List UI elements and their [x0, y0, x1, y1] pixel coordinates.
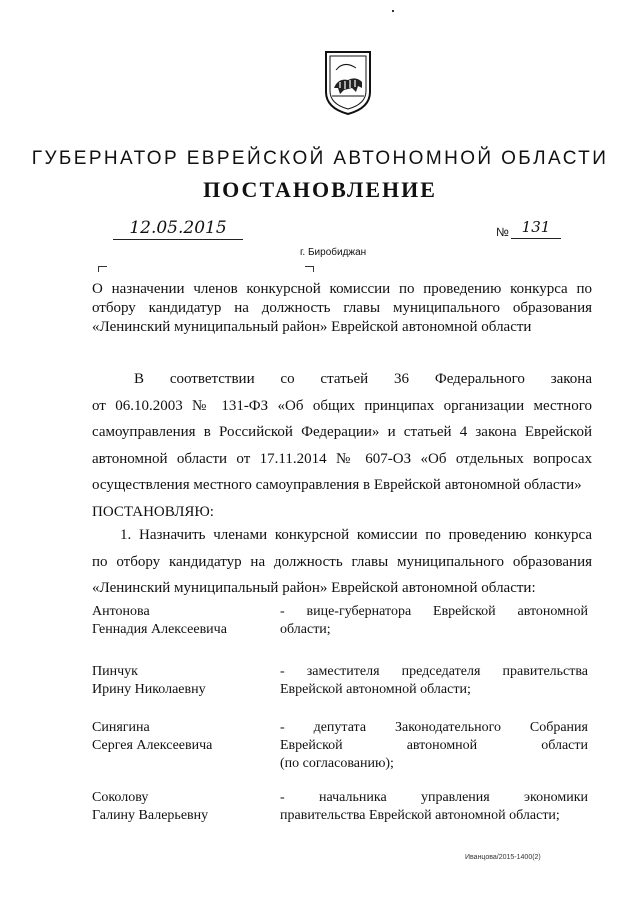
member-name: [92, 719, 272, 755]
preamble-line: В соответствии со статьей 36 Федерального закона: [134, 371, 592, 387]
member-given-names: Ирину Николаевну: [92, 682, 206, 697]
subject-corner-left: [98, 266, 107, 272]
footer-reference: Иванцова/2015-1400(2): [465, 854, 541, 861]
preamble-line: от 06.10.2003 № 131-ФЗ «Об общих принципах организации местного: [92, 397, 592, 414]
member-position-line: правительства Еврейской автономной области;: [280, 808, 560, 823]
member-position-line: Еврейской автономной области: [280, 738, 588, 753]
member-position: [280, 719, 588, 773]
member-position-line: - депутата Законодательного Собрания: [280, 720, 588, 735]
preamble-line: осуществления местного самоуправления в Еврейской автономной области»: [92, 477, 582, 493]
member-position-line: - вице-губернатора Еврейской автономной: [280, 604, 588, 619]
member-position-line: - начальника управления экономики: [280, 790, 588, 805]
document-type: ПОСТАНОВЛЕНИЕ: [203, 177, 437, 202]
document-date: 12.05.2015: [113, 218, 243, 240]
member-position-line: Еврейской автономной области;: [280, 682, 471, 697]
member-name: [92, 789, 272, 825]
member-surname: Антонова: [92, 604, 150, 619]
member-position: [280, 603, 588, 639]
item-1-line: «Ленинский муниципальный район» Еврейской автономной области:: [92, 580, 536, 596]
member-position-line: (по согласованию);: [280, 756, 394, 771]
member-given-names: Галину Валерьевну: [92, 808, 209, 823]
subject-corner-right: [305, 266, 314, 272]
member-surname: Соколову: [92, 790, 149, 805]
scan-speck: [392, 10, 394, 12]
member-given-names: Геннадия Алексеевича: [92, 622, 227, 637]
subject-line: «Ленинский муниципальный район» Еврейской автономной области: [92, 319, 532, 335]
member-entry: [92, 663, 592, 719]
member-surname: Пинчук: [92, 664, 138, 679]
member-list: [92, 603, 592, 849]
subject-line: О назначении членов конкурсной комиссии по проведению конкурса по: [92, 281, 592, 297]
number-label: №: [496, 225, 509, 239]
member-entry: [92, 719, 592, 789]
document-number: 131: [511, 218, 561, 239]
member-name: [92, 603, 272, 639]
member-entry: [92, 603, 592, 663]
preamble-line: автономной области от 17.11.2014 № 607-ОЗ «Об отдельных вопросах: [92, 450, 592, 467]
item-1-line: по отбору кандидатур на должность главы муниципального образования: [92, 553, 592, 570]
emblem-tiger-shield-icon: [318, 48, 378, 118]
member-surname: Синягина: [92, 720, 150, 735]
member-position: [280, 663, 588, 699]
subject-line: отбору кандидатур на должность главы муниципального образования: [92, 300, 592, 316]
document-subject: [92, 280, 592, 337]
preamble-line: самоуправления в Российской Федерации» и статьей 4 закона Еврейской: [92, 424, 592, 440]
decree-word: ПОСТАНОВЛЯЮ:: [92, 503, 214, 520]
preamble-paragraph: [92, 366, 592, 525]
member-name: [92, 663, 272, 699]
member-position-line: - заместителя председателя правительства: [280, 664, 588, 679]
governor-title: ГУБЕРНАТОР ЕВРЕЙСКОЙ АВТОНОМНОЙ ОБЛАСТИ: [31, 148, 609, 169]
member-given-names: Сергея Алексеевича: [92, 738, 213, 753]
member-entry: [92, 789, 592, 849]
member-position: [280, 789, 588, 825]
item-1-line: 1. Назначить членами конкурсной комиссии по проведению конкурса: [120, 527, 592, 543]
member-position-line: области;: [280, 622, 331, 637]
item-1-paragraph: [92, 522, 592, 602]
city-name: г. Биробиджан: [300, 247, 367, 258]
